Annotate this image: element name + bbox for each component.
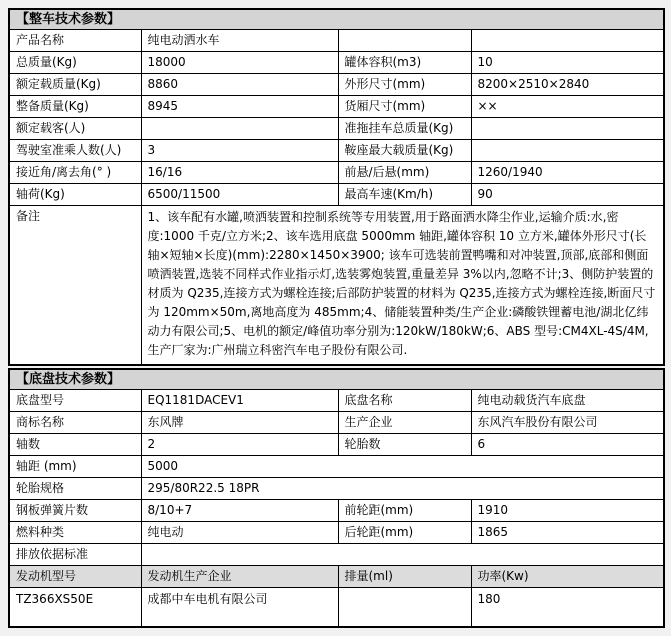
param-label: 轴数: [9, 434, 141, 456]
param-value: 295/80R22.5 18PR: [141, 478, 664, 500]
table-row: [9, 184, 664, 206]
table-row: [9, 456, 664, 478]
param-label: 总质量(Kg): [9, 52, 141, 74]
param-label: 燃料种类: [9, 522, 141, 544]
table-row: [9, 478, 664, 500]
param-label: 罐体容积(m3): [338, 52, 471, 74]
remark-row: [9, 206, 664, 366]
param-value: [141, 118, 338, 140]
param-value: 18000: [141, 52, 338, 74]
param-label: 外形尺寸(mm): [338, 74, 471, 96]
param-label: 鞍座最大载质量(Kg): [338, 140, 471, 162]
vehicle-params-table: [8, 8, 665, 366]
table-row: [9, 500, 664, 522]
param-value: 90: [471, 184, 664, 206]
param-value: 5000: [141, 456, 664, 478]
param-value: 纯电动洒水车: [141, 30, 338, 52]
param-value: 8860: [141, 74, 338, 96]
param-label: 产品名称: [9, 30, 141, 52]
param-value: 纯电动载货汽车底盘: [471, 390, 664, 412]
table-row: [9, 74, 664, 96]
param-label: 轮胎规格: [9, 478, 141, 500]
param-label: 前轮距(mm): [338, 500, 471, 522]
param-value: 8/10+7: [141, 500, 338, 522]
param-value: 2: [141, 434, 338, 456]
vehicle-rows-body: [9, 30, 664, 206]
table-row: [9, 412, 664, 434]
param-value: ××: [471, 96, 664, 118]
engine-data-row: [9, 588, 664, 628]
table-row: [9, 140, 664, 162]
param-value: 1260/1940: [471, 162, 664, 184]
param-label: 整备质量(Kg): [9, 96, 141, 118]
param-label: 前悬/后悬(mm): [338, 162, 471, 184]
table-row: [9, 434, 664, 456]
param-value: 10: [471, 52, 664, 74]
param-value: EQ1181DACEV1: [141, 390, 338, 412]
section-title-chassis: 【底盘技术参数】: [9, 369, 664, 390]
remark-label: 备注: [9, 206, 141, 366]
engine-header-model: 发动机型号: [9, 566, 141, 588]
param-value: [141, 544, 664, 566]
param-label: 货厢尺寸(mm): [338, 96, 471, 118]
param-label: 接近角/离去角(° ): [9, 162, 141, 184]
param-label: 底盘名称: [338, 390, 471, 412]
table-row: [9, 544, 664, 566]
param-label: 额定载质量(Kg): [9, 74, 141, 96]
remark-text: 1、该车配有水罐,喷洒装置和控制系统等专用装置,用于路面洒水降尘作业,运输介质:水,密度:1000 千克/立方米;2、该车选用底盘 5000mm 轴距,罐体容积 10 立方米,罐体外形尺寸(长轴×短轴×长度)(mm):2280×1450×3900; 该车可选装前置鸭嘴和对冲装置,顶部,底部和侧面喷洒装置,选装不同样式作业指示灯,选装雾炮装置,重量差异 3%以内,忽略不计;3、侧防护装置的材质为 Q235,连接方式为螺栓连接;后部防护装置的材料为 Q235,连接方式为螺栓连接,断面尺寸为 120mm×50m,离地高度为 485mm;4、储能装置种类/生产企业:磷酸铁锂蓄电池/湖北亿纬动力有限公司;5、电机的额定/峰值功率分别为:120kW/180kW;6、ABS 型号:CM4XL-4S/4M,生产厂家为:广州瑞立科密汽车电子股份有限公司.: [141, 206, 664, 366]
param-value: 1865: [471, 522, 664, 544]
param-value: 8945: [141, 96, 338, 118]
param-value: [471, 118, 664, 140]
table-row: [9, 522, 664, 544]
param-label: 驾驶室准乘人数(人): [9, 140, 141, 162]
engine-maker-value: 成都中车电机有限公司: [141, 588, 338, 628]
table-row: [9, 96, 664, 118]
param-label: [338, 30, 471, 52]
engine-header-maker: 发动机生产企业: [141, 566, 338, 588]
section-header-vehicle: [9, 9, 664, 30]
param-value: 6500/11500: [141, 184, 338, 206]
param-value: 3: [141, 140, 338, 162]
table-row: [9, 390, 664, 412]
engine-header-power: 功率(Kw): [471, 566, 664, 588]
param-label: 底盘型号: [9, 390, 141, 412]
table-row: [9, 162, 664, 184]
param-value: 东风汽车股份有限公司: [471, 412, 664, 434]
param-value: [471, 30, 664, 52]
engine-model-value: TZ366XS50E: [9, 588, 141, 628]
param-value: 16/16: [141, 162, 338, 184]
param-label: 钢板弹簧片数: [9, 500, 141, 522]
param-value: 8200×2510×2840: [471, 74, 664, 96]
table-row: [9, 52, 664, 74]
engine-power-value: 180: [471, 588, 664, 628]
section-title-vehicle: 【整车技术参数】: [9, 9, 664, 30]
param-label: 后轮距(mm): [338, 522, 471, 544]
param-label: 轴荷(Kg): [9, 184, 141, 206]
engine-header-displacement: 排量(ml): [338, 566, 471, 588]
param-value: 纯电动: [141, 522, 338, 544]
param-label: 额定载客(人): [9, 118, 141, 140]
param-value: 6: [471, 434, 664, 456]
engine-displacement-value: [338, 588, 471, 628]
chassis-rows-body: [9, 390, 664, 566]
table-row: [9, 30, 664, 52]
param-label: 生产企业: [338, 412, 471, 434]
section-header-chassis: [9, 369, 664, 390]
param-label: 轴距 (mm): [9, 456, 141, 478]
chassis-params-table: [8, 368, 665, 628]
table-row: [9, 118, 664, 140]
param-label: 最高车速(Km/h): [338, 184, 471, 206]
param-label: 准拖挂车总质量(Kg): [338, 118, 471, 140]
engine-header-row: [9, 566, 664, 588]
param-value: [471, 140, 664, 162]
param-value: 1910: [471, 500, 664, 522]
param-label: 排放依据标准: [9, 544, 141, 566]
param-label: 商标名称: [9, 412, 141, 434]
param-label: 轮胎数: [338, 434, 471, 456]
param-value: 东风牌: [141, 412, 338, 434]
